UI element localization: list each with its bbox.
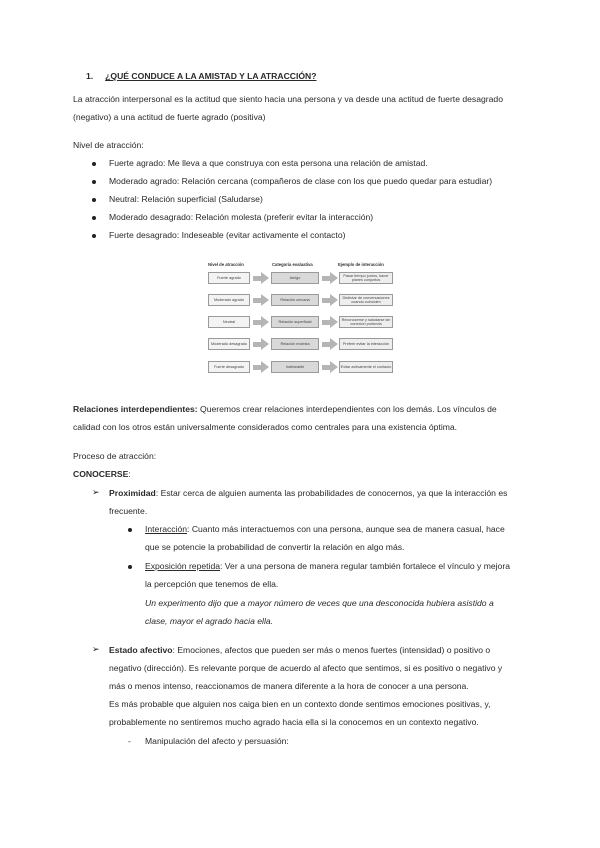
attraction-diagram: [206, 262, 396, 384]
arrow-right-icon: [322, 276, 330, 281]
section-number: 1.: [86, 71, 94, 81]
diagram-header-level: Nivel de atracción: [208, 262, 244, 267]
level-item-2: Moderado agrado: Relación cercana (compañeros de clase con los que puedo quedar para estudiar): [109, 176, 493, 186]
diagram-example-box: Evitar activamente el contacto: [339, 361, 393, 373]
diagram-header-example: Ejemplo de interacción: [338, 262, 384, 267]
exposure-italic-1: Un experimento dijo que a mayor número de veces que una desconocida hubiera asistido a: [145, 598, 494, 608]
dash-icon: -: [128, 736, 131, 746]
bullet-icon: [92, 198, 96, 202]
bullet-icon: [128, 528, 132, 532]
arrow-right-icon: [330, 316, 338, 328]
arrow-right-icon: [253, 365, 261, 370]
conocerse-label: CONOCERSE: [73, 469, 129, 479]
affect-line-3: más o menos intenso, reaccionamos de manera diferente a la hora de conocer a una persona.: [109, 681, 469, 691]
diagram-example-box: Pasar tiempo juntos, hacer planes conjuntos: [339, 272, 393, 284]
exposure-line-1: [145, 560, 510, 572]
level-item-4: Moderado desagrado: Relación molesta (preferir evitar la interacción): [109, 212, 374, 222]
arrow-right-icon: [330, 294, 338, 306]
arrow-right-icon: [253, 298, 261, 303]
arrow-right-icon: [261, 294, 269, 306]
arrow-right-icon: [330, 338, 338, 350]
arrow-right-icon: [322, 298, 330, 303]
exposure-text: : Ver a una persona de manera regular también fortalece el vínculo y mejora: [220, 561, 510, 571]
proximity-line-2: frecuente.: [109, 506, 148, 516]
interdependent-line-1: [73, 403, 497, 415]
process-heading: Proceso de atracción:: [73, 451, 157, 461]
arrow-right-icon: [322, 342, 330, 347]
level-item-5: Fuerte desagrado: Indeseable (evitar activamente el contacto): [109, 230, 346, 240]
conocerse-colon: :: [128, 469, 131, 479]
bullet-icon: [92, 216, 96, 220]
diagram-level-box: Neutral: [208, 316, 250, 328]
interdependent-line-2: calidad con los otros están universalmente considerados como centrales para una existencia óptima.: [73, 422, 458, 432]
affect-line-5: probablemente no sentiremos mucho agrado hacia ella si la conocemos en un contexto negativo.: [109, 717, 479, 727]
interaction-line-2: que se potencie la probabilidad de convertir la relación en algo más.: [145, 542, 405, 552]
diagram-level-box: Fuerte agrado: [208, 272, 250, 284]
levels-heading: Nivel de atracción:: [73, 140, 144, 150]
affect-line-2: negativo (dirección). Es relevante porque de acuerdo al afecto que sentimos, si es positivo o negativo y: [109, 663, 503, 673]
exposure-line-2: la percepción que tenemos de ella.: [145, 579, 279, 589]
bullet-icon: [128, 565, 132, 569]
section-heading: [86, 70, 317, 82]
diagram-example-box: Reconocerse y saludarse sin conexión profunda: [339, 316, 393, 328]
exposure-label: Exposición repetida: [145, 561, 221, 571]
diagram-header-category: Categoría evaluativa: [272, 262, 313, 267]
affect-line-4: Es más probable que alguien nos caiga bien en un contexto donde sentimos emociones positivas, y,: [109, 699, 491, 709]
affect-dash-item: Manipulación del afecto y persuasión:: [145, 736, 289, 746]
arrow-right-icon: [330, 272, 338, 284]
arrow-right-icon: [253, 276, 261, 281]
proximity-label: Proximidad: [109, 488, 156, 498]
diagram-level-box: Fuerte desagrado: [208, 361, 250, 373]
diagram-level-box: Moderado desagrado: [208, 338, 250, 350]
arrow-right-icon: [261, 272, 269, 284]
bullet-icon: [92, 162, 96, 166]
bullet-icon: [92, 180, 96, 184]
section-title: ¿QUÉ CONDUCE A LA AMISTAD Y LA ATRACCIÓN?: [105, 71, 317, 81]
interdependent-text: Queremos crear relaciones interdependientes con los demás. Los vínculos de: [197, 404, 497, 414]
arrow-bullet-icon: ➢: [92, 487, 100, 497]
diagram-level-box: Moderado agrado: [208, 294, 250, 306]
arrow-bullet-icon: ➢: [92, 644, 100, 654]
bullet-icon: [92, 234, 96, 238]
affect-label: Estado afectivo: [109, 645, 173, 655]
level-item-3: Neutral: Relación superficial (Saludarse): [109, 194, 263, 204]
arrow-right-icon: [261, 338, 269, 350]
affect-text: : Emociones, afectos que pueden ser más o menos fuertes (intensidad) o positivo o: [172, 645, 491, 655]
arrow-right-icon: [322, 365, 330, 370]
diagram-category-box: Amigo: [271, 272, 319, 284]
diagram-category-box: Indeseable: [271, 361, 319, 373]
interaction-text: : Cuanto más interactuemos con una persona, aunque sea de manera casual, hace: [187, 524, 505, 534]
arrow-right-icon: [253, 320, 261, 325]
intro-line-2: (negativo) a una actitud de fuerte agrado (positiva): [73, 112, 266, 122]
interdependent-label: Relaciones interdependientes:: [73, 404, 198, 414]
exposure-italic-2: clase, mayor el agrado hacia ella.: [145, 616, 274, 626]
affect-line-1: [109, 644, 490, 656]
arrow-right-icon: [261, 361, 269, 373]
diagram-example-box: Preferir evitar la interacción: [339, 338, 393, 350]
intro-line-1: La atracción interpersonal es la actitud que siento hacia una persona y va desde una actitud de fuerte desagrado: [73, 94, 503, 104]
diagram-category-box: Relación molesta: [271, 338, 319, 350]
conocerse-heading: [73, 468, 131, 480]
arrow-right-icon: [330, 361, 338, 373]
arrow-right-icon: [261, 316, 269, 328]
interaction-label: Interacción: [145, 524, 188, 534]
proximity-text: : Estar cerca de alguien aumenta las probabilidades de conocernos, ya que la interacción es: [155, 488, 508, 498]
proximity-line-1: [109, 487, 507, 499]
level-item-1: Fuerte agrado: Me lleva a que construya con esta persona una relación de amistad.: [109, 158, 428, 168]
diagram-category-box: Relación superficial: [271, 316, 319, 328]
arrow-right-icon: [253, 342, 261, 347]
diagram-category-box: Relación cercana: [271, 294, 319, 306]
interaction-line-1: [145, 523, 505, 535]
diagram-example-box: Disfrutar de conversaciones cuando coinciden: [339, 294, 393, 306]
arrow-right-icon: [322, 320, 330, 325]
